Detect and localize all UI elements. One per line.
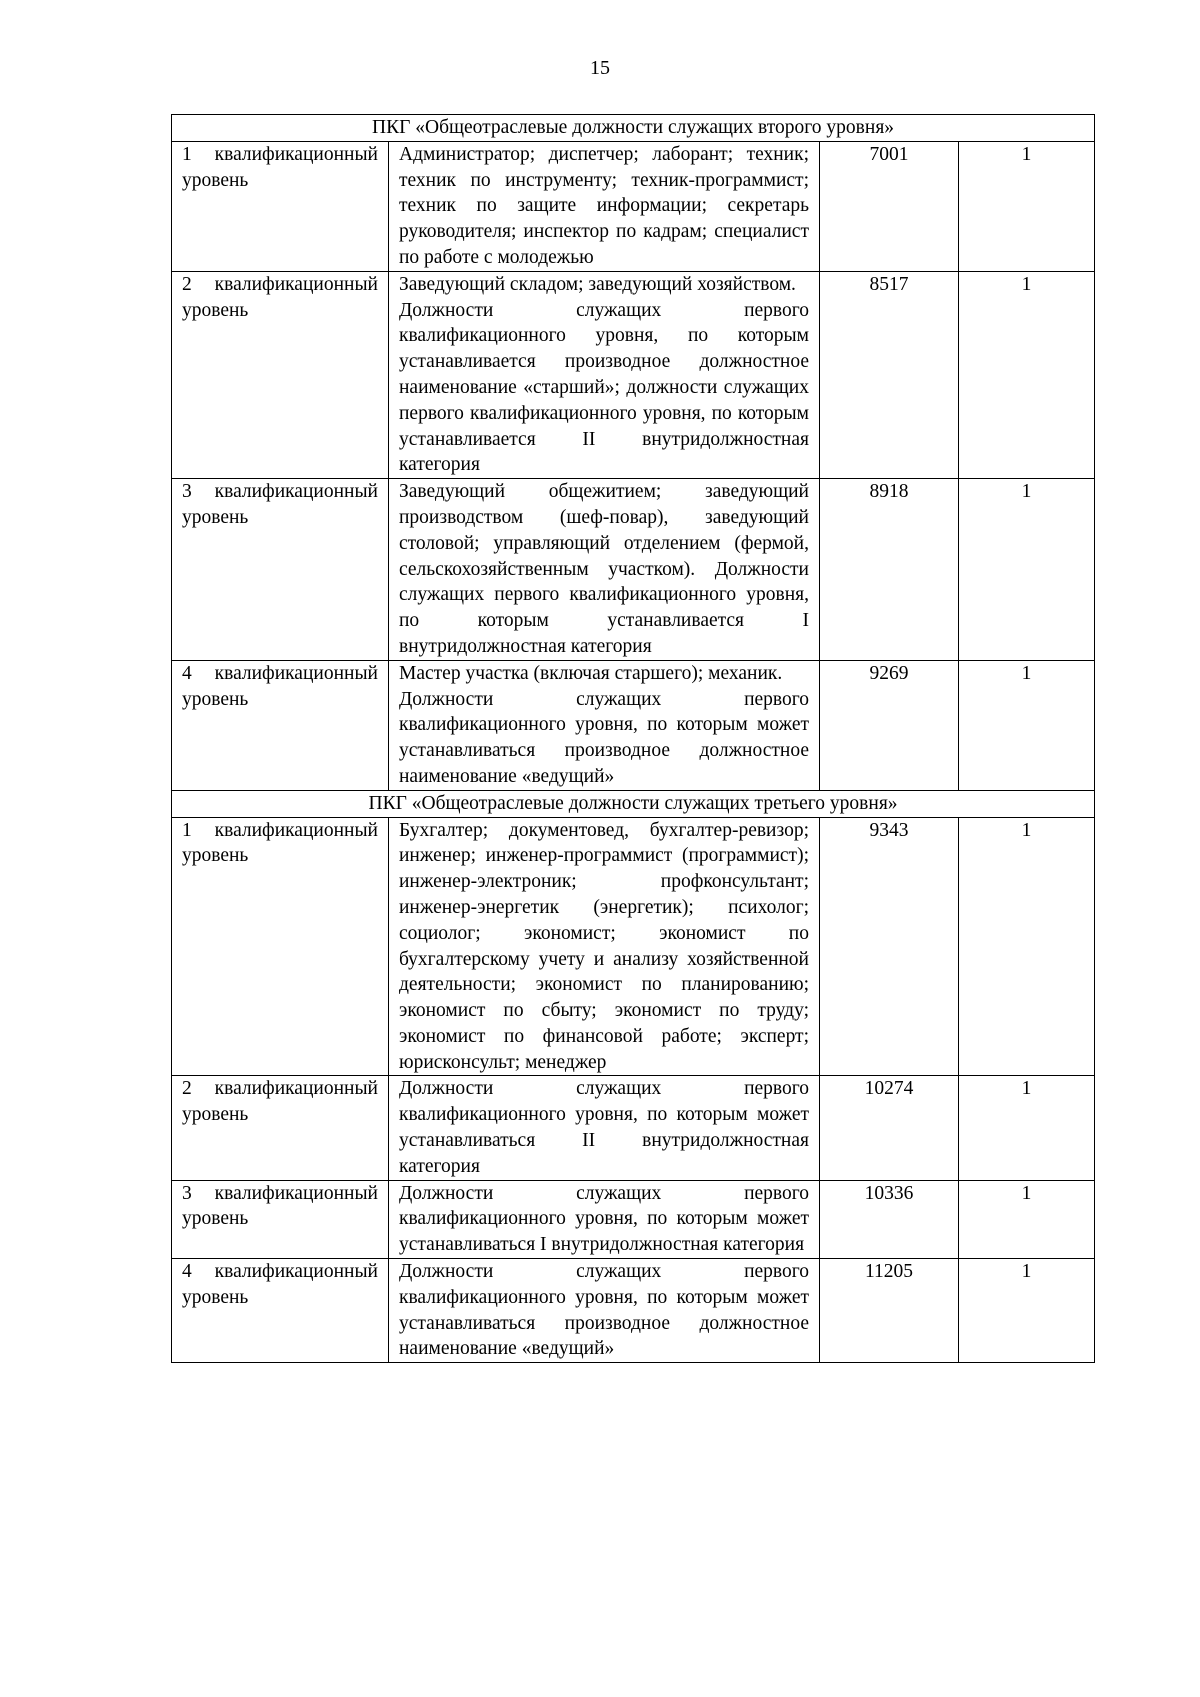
- positions-description-cell: Мастер участка (включая старшего); механик. Должности служащих первого квалификационного уровня, по которым может устанавливаться производное должностное наименование «ведущий»: [389, 660, 820, 790]
- section-header-row: [172, 790, 1095, 817]
- qualification-level-cell: 3 квалификационный уровень: [172, 479, 389, 661]
- qualification-level-cell: 1 квалификационный уровень: [172, 817, 389, 1076]
- positions-description-cell: Бухгалтер; документовед, бухгалтер-ревизор; инженер; инженер-программист (программист); инженер-электроник; профконсультант; инженер-энергетик (энергетик); психолог; социолог; экономист; экономист по бухгалтерскому учету и анализу хозяйственной деятельности; экономист по планированию; экономист по сбыту; экономист по труду; экономист по финансовой работе; эксперт; юрисконсульт; менеджер: [389, 817, 820, 1076]
- salary-cell: 9269: [820, 660, 959, 790]
- qualification-level-cell: 3 квалификационный уровень: [172, 1180, 389, 1258]
- salary-cell: 11205: [820, 1259, 959, 1363]
- table-row: [172, 271, 1095, 478]
- table-row: [172, 479, 1095, 661]
- qualification-level-cell: 2 квалификационный уровень: [172, 271, 389, 478]
- coefficient-cell: 1: [959, 1180, 1095, 1258]
- positions-description-cell: Заведующий общежитием; заведующий производством (шеф-повар), заведующий столовой; управляющий отделением (фермой, сельскохозяйственным участком). Должности служащих первого квалификационного уровня, по которым устанавливается I внутридолжностная категория: [389, 479, 820, 661]
- qualification-level-cell: 4 квалификационный уровень: [172, 1259, 389, 1363]
- section-title: ПКГ «Общеотраслевые должности служащих второго уровня»: [172, 115, 1095, 142]
- salary-cell: 8517: [820, 271, 959, 478]
- coefficient-cell: 1: [959, 1076, 1095, 1180]
- coefficient-cell: 1: [959, 817, 1095, 1076]
- table-row: [172, 660, 1095, 790]
- page-number: 15: [590, 57, 610, 79]
- coefficient-cell: 1: [959, 141, 1095, 271]
- salary-cell: 7001: [820, 141, 959, 271]
- coefficient-cell: 1: [959, 271, 1095, 478]
- positions-description-cell: Должности служащих первого квалификационного уровня, по которым может устанавливаться II внутридолжностная категория: [389, 1076, 820, 1180]
- salary-table: [171, 114, 1095, 1363]
- coefficient-cell: 1: [959, 479, 1095, 661]
- positions-description-cell: Заведующий складом; заведующий хозяйством. Должности служащих первого квалификационного уровня, по которым устанавливается производное должностное наименование «старший»; должности служащих первого квалификационного уровня, по которым устанавливается II внутридолжностная категория: [389, 271, 820, 478]
- salary-cell: 8918: [820, 479, 959, 661]
- qualification-level-cell: 1 квалификационный уровень: [172, 141, 389, 271]
- coefficient-cell: 1: [959, 660, 1095, 790]
- salary-cell: 10274: [820, 1076, 959, 1180]
- salary-cell: 10336: [820, 1180, 959, 1258]
- table-row: [172, 1180, 1095, 1258]
- table-row: [172, 817, 1095, 1076]
- qualification-level-cell: 2 квалификационный уровень: [172, 1076, 389, 1180]
- positions-description-cell: Должности служащих первого квалификационного уровня, по которым может устанавливаться производное должностное наименование «ведущий»: [389, 1259, 820, 1363]
- table-row: [172, 1259, 1095, 1363]
- section-header-row: [172, 115, 1095, 142]
- section-title: ПКГ «Общеотраслевые должности служащих третьего уровня»: [172, 790, 1095, 817]
- qualification-level-cell: 4 квалификационный уровень: [172, 660, 389, 790]
- table-row: [172, 1076, 1095, 1180]
- positions-description-cell: Администратор; диспетчер; лаборант; техник; техник по инструменту; техник-программист; техник по защите информации; секретарь руководителя; инспектор по кадрам; специалист по работе с молодежью: [389, 141, 820, 271]
- salary-table-body: [172, 115, 1095, 1363]
- coefficient-cell: 1: [959, 1259, 1095, 1363]
- table-row: [172, 141, 1095, 271]
- positions-description-cell: Должности служащих первого квалификационного уровня, по которым может устанавливаться I внутридолжностная категория: [389, 1180, 820, 1258]
- salary-cell: 9343: [820, 817, 959, 1076]
